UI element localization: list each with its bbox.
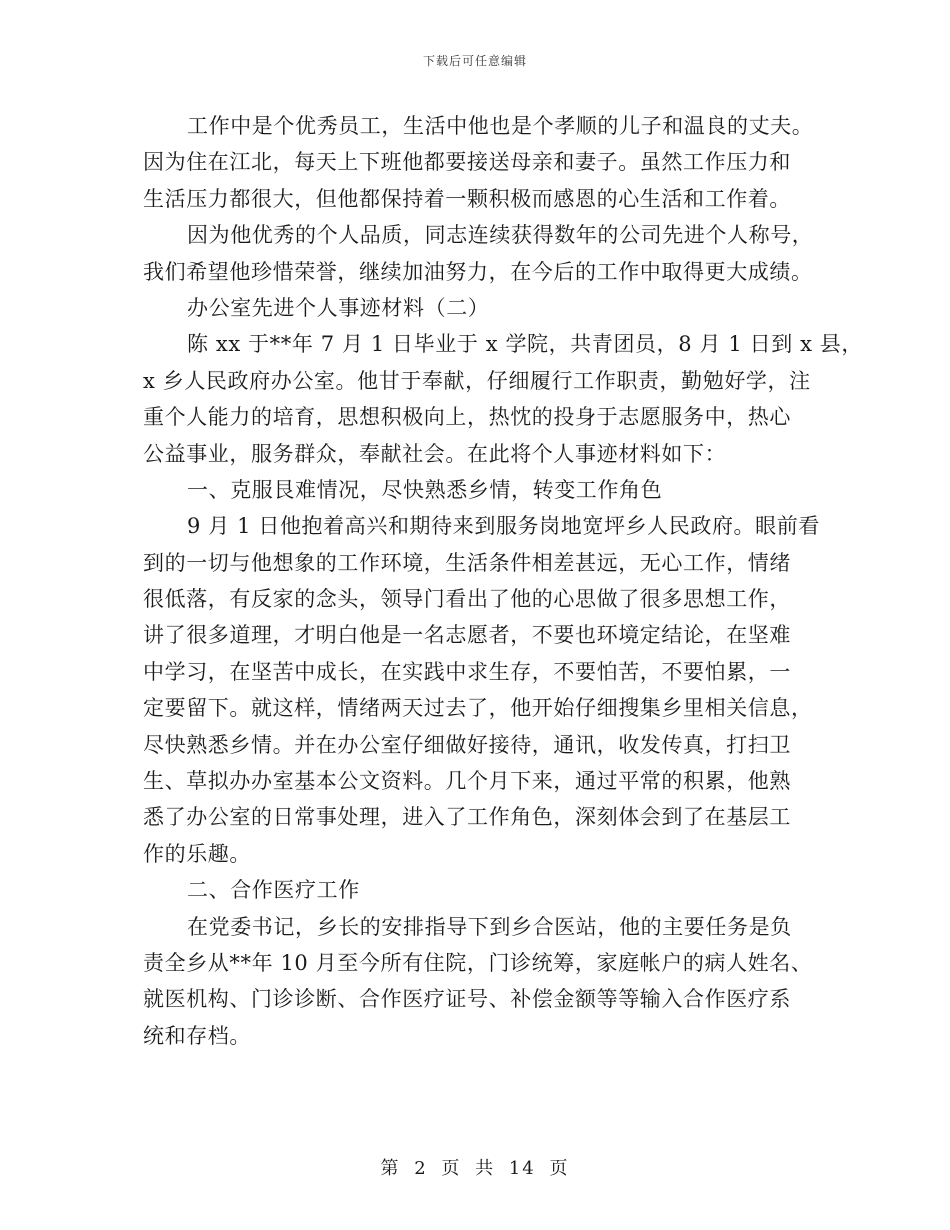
text-line: x 乡人民政府办公室。他甘于奉献，仔细履行工作职责，勤勉好学，注 xyxy=(143,368,811,393)
text-line: 重个人能力的培育，思想积极向上，热忱的投身于志愿服务中，热心 xyxy=(143,405,791,430)
text-line: 9 月 1 日他抱着高兴和期待来到服务岗地宽坪乡人民政府。眼前看 xyxy=(187,514,820,539)
text-line: 作的乐趣。 xyxy=(143,841,251,866)
text-line: 悉了办公室的日常事处理，进入了工作角色，深刻体会到了在基层工 xyxy=(143,805,791,830)
text-line: 因为住在江北，每天上下班他都要接送母亲和妻子。虽然工作压力和 xyxy=(143,150,791,175)
text-line: 生、草拟办办室基本公文资料。几个月下来，通过平常的积累，他熟 xyxy=(143,769,791,794)
text-line: 讲了很多道理，才明白他是一名志愿者，不要也环境定结论，在坚难 xyxy=(143,623,791,648)
text-line: 中学习，在坚苦中成长，在实践中求生存，不要怕苦，不要怕累，一 xyxy=(143,659,791,684)
text-line: 在党委书记，乡长的安排指导下到乡合医站，他的主要任务是负 xyxy=(187,914,792,939)
text-line: 就医机构、门诊诊断、合作医疗证号、补偿金额等等输入合作医疗系 xyxy=(143,987,791,1012)
text-line: 尽快熟悉乡情。并在办公室仔细做好接待，通讯，收发传真，打扫卫 xyxy=(143,732,791,757)
page-footer: 第 2 页 共 14 页 xyxy=(380,1158,570,1179)
text-line: 很低落，有反家的念头，领导门看出了他的心思做了很多思想工作， xyxy=(143,587,791,612)
text-line: 二、合作医疗工作 xyxy=(187,878,360,903)
text-line: 责全乡从**年 10 月至今所有住院，门诊统筹，家庭帐户的病人姓名、 xyxy=(143,950,813,975)
text-line: 统和存档。 xyxy=(143,1023,251,1048)
text-line: 因为他优秀的个人品质，同志连续获得数年的公司先进个人称号， xyxy=(187,223,814,248)
text-line: 我们希望他珍惜荣誉，继续加油努力，在今后的工作中取得更大成绩。 xyxy=(143,259,813,284)
text-line: 一、克服艮难情况，尽快熟悉乡情，转变工作角色 xyxy=(187,477,663,502)
text-line: 公益事业，服务群众，奉献社会。在此将个人事迹材料如下： xyxy=(143,441,727,466)
text-line: 陈 xx 于**年 7 月 1 日毕业于 x 学院，共青团员，8 月 1 日到 x 县， xyxy=(187,332,863,357)
text-line: 办公室先进个人事迹材料（二） xyxy=(187,295,490,320)
text-line: 到的一切与他想象的工作环境，生活条件相差甚远，无心工作，情绪 xyxy=(143,550,791,575)
text-line: 工作中是个优秀员工，生活中他也是个孝顺的儿子和温良的丈夫。 xyxy=(187,114,814,138)
document-body xyxy=(143,108,863,1054)
text-line: 生活压力都很大，但他都保持着一颗积极而感恩的心生活和工作着。 xyxy=(143,186,791,211)
page-header: 下载后可任意编辑 xyxy=(422,54,527,68)
text-line: 定要留下。就这样，情绪两天过去了，他开始仔细搜集乡里相关信息， xyxy=(143,696,813,721)
